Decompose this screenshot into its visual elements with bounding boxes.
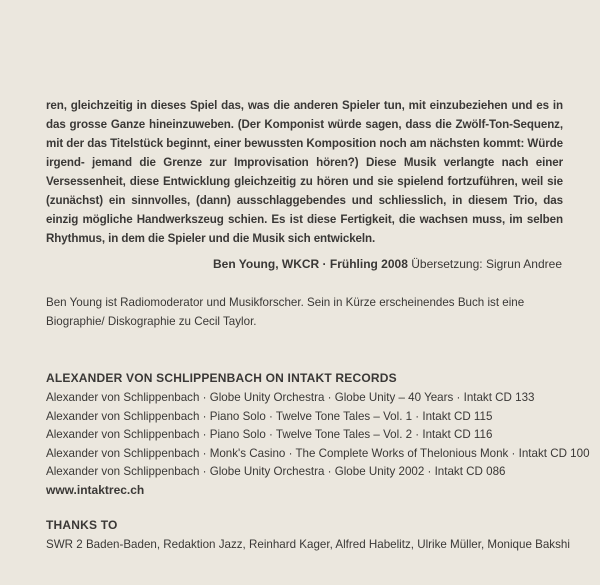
translation-credit: Übersetzung: Sigrun Andree: [411, 257, 562, 271]
author-name-date: Ben Young, WKCR · Frühling 2008: [212, 257, 408, 271]
essay-line: ren, gleichzeitig in dieses Spiel das, was die anderen Spieler tun, mit einzubeziehen und es in das: [46, 99, 563, 131]
bio-line: Ben Young ist Radiomoderator und Musikforscher. Sein in Kürze erscheinendes Buch ist eine Biographie/: [46, 296, 525, 328]
records-heading: ALEXANDER VON SCHLIPPENBACH ON INTAKT RECORDS: [46, 371, 397, 385]
records-list: [46, 389, 590, 482]
essay-line: (dann) ausschlaggebendes und schliesslich, in diesem Trio, das einzig mögliche Handwerkszeug: [46, 194, 563, 226]
record-item: Alexander von Schlippenbach · Globe Unity Orchestra · Globe Unity 2002 · Intakt CD 086: [46, 465, 506, 479]
author-credit: [213, 257, 562, 271]
record-item: Alexander von Schlippenbach · Piano Solo · Twelve Tone Tales – Vol. 2 · Intakt CD 116: [46, 428, 493, 442]
essay-line: Entwicklung gleichzeitig zu hören und sie spielend fortzuführen, weil sie (zunächst) ein sinnvolles,: [46, 175, 563, 207]
record-item: Alexander von Schlippenbach · Piano Solo · Twelve Tone Tales – Vol. 1 · Intakt CD 115: [46, 409, 493, 423]
author-bio: [46, 293, 566, 331]
thanks-heading: THANKS TO: [46, 518, 118, 532]
essay-paragraph: [46, 96, 563, 248]
thanks-text: SWR 2 Baden-Baden, Redaktion Jazz, Reinhard Kager, Alfred Habelitz, Ulrike Müller, Monique Bakshi: [46, 538, 570, 551]
record-item: Alexander von Schlippenbach · Globe Unity Orchestra · Globe Unity – 40 Years · Intakt CD 133: [46, 391, 535, 404]
record-item: Alexander von Schlippenbach · Monk's Casino · The Complete Works of Thelonious Monk · Intakt CD 100: [46, 446, 590, 460]
essay-line: schien. Es ist diese Fertigkeit, die wachsen muss, im selben Rhythmus, in dem die Spieler und die: [46, 213, 563, 245]
essay-line: jemand die Grenze zur Improvisation hören?) Diese Musik verlangte nach einer Versessenheit, diese: [46, 156, 563, 188]
essay-line: das Titelstück beginnt, einer bewussten Komposition noch am nächsten kommt: Würde irgend-: [46, 137, 563, 169]
essay-line: Musik sich entwickeln.: [252, 232, 376, 245]
essay-line: grosse Ganze hineinzuweben. (Der Komponist würde sagen, dass die Zwölf-Ton-Sequenz, mit der: [46, 118, 563, 150]
website-link[interactable]: www.intaktrec.ch: [46, 483, 145, 497]
bio-line: Diskographie zu Cecil Taylor.: [107, 315, 257, 328]
